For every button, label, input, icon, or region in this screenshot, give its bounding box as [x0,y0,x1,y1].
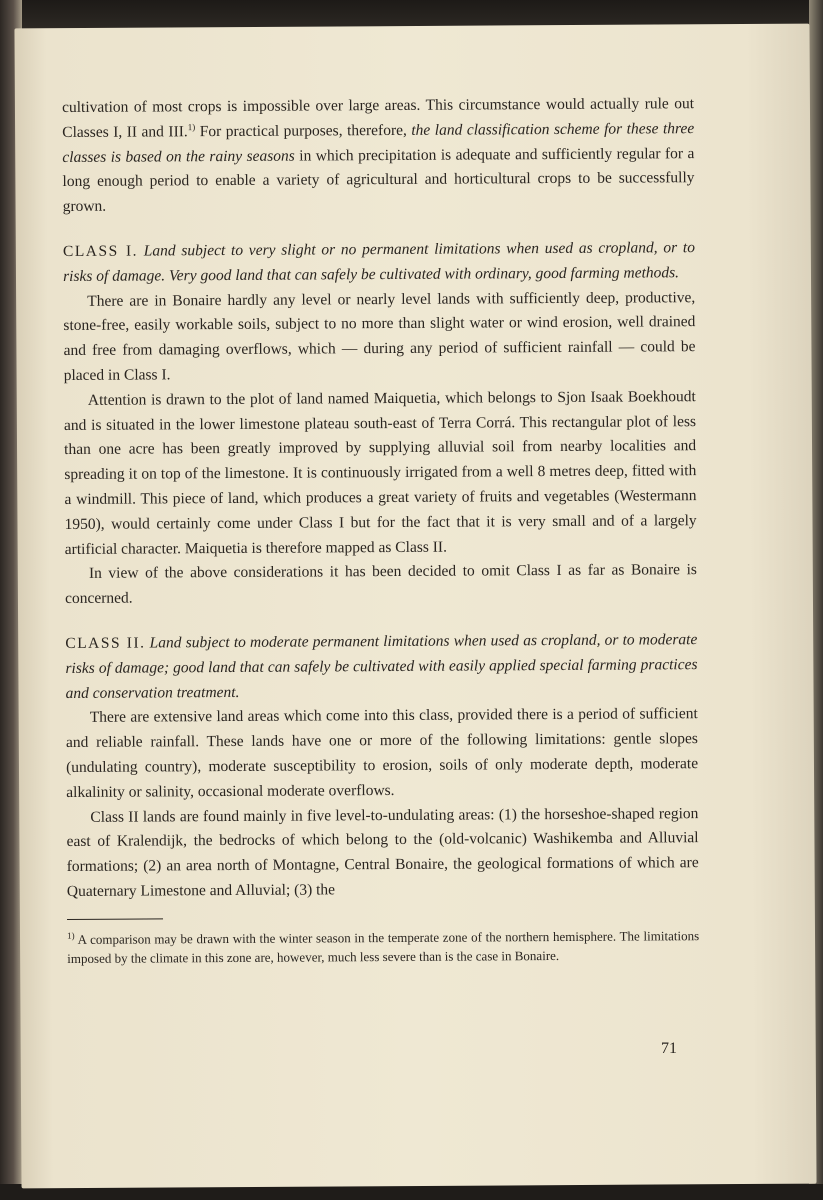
footnote [67,926,699,969]
emphasis-text: the land classification scheme for these three classes is based on the rainy seasons [62,119,695,166]
paragraph-class-2-body: There are extensive land areas which come into this class, provided there is a period of sufficient and reliable rainfall. These lands have one or more of the following limitations: gentle slopes (undulating country), moderate susceptibility to erosion, soils of only moderate depth, moderate alkalinity or salinity, occasional moderate overflows. [65,705,699,801]
footnote-marker: 1) [67,930,75,941]
page-number: 71 [661,1040,677,1057]
paragraph-maiquetia: Attention is drawn to the plot of land named Maiquetia, which belongs to Sjon Isaak Boekhoudt and is situated in the lower limestone plateau south-east of Terra Corrá. This rectangular plot of less than one acre has been greatly improved by supplying alluvial soil from nearby localities and spreading it on top of the limestone. It is continuously irrigated from a well 8 metres deep, fitted with a windmill. This piece of land, which produces a great variety of fruits and vegetables (Westermann 1950), would certainly come under Class I but for the fact that it is very small and of a largely artificial character. Maiquetia is therefore mapped as Class II. [63,387,697,558]
paragraph-class-1-body: There are in Bonaire hardly any level or nearly level lands with sufficiently deep, productive, stone-free, easily workable soils, subject to no more than slight water or wind erosion, well drained and free from damaging overflows, which — during any period of sufficient rainfall — could be placed in Class I. [63,288,696,384]
paragraph-intro [62,92,695,220]
paragraph-omit-class-1: In view of the above considerations it has been decided to omit Class I as far as Bonaire is concerned. [65,561,697,608]
class-2-heading: CLASS II. [65,634,146,652]
footnote-text: A comparison may be drawn with the winter season in the temperate zone of the northern hemisphere. The limitations imposed by the climate in this zone are, however, much less severe than is the case in Bonaire. [67,927,700,967]
text-run: cultivation of most crops is impossible over large areas. This circumstance would actually rule out Classes I, II and III. [62,95,695,141]
class-2-definition [65,628,697,706]
class-2-description: Land subject to moderate permanent limitations when used as cropland, or to moderate risks of damage; good land that can safely be cultivated with easily applied special farming practices and conservation treatment. [65,631,698,702]
page-body [62,92,699,969]
class-1-definition [63,236,695,289]
class-1-description: Land subject to very slight or no permanent limitations when used as cropland, or to risks of damage. Very good land that can safely be cultivated with ordinary, good farming methods. [63,239,696,285]
footnote-reference[interactable]: 1) [187,121,196,132]
footnote-divider [67,918,163,920]
text-run: For practical purposes, therefore, [195,121,412,140]
paragraph-class-2-areas: Class II lands are found mainly in five level-to-undulating areas: (1) the horseshoe-shaped region east of Kralendijk, the bedrocks of which belong to the (old-volcanic) Washikemba and Alluvial formations; (2) an area north of Montagne, Central Bonaire, the geological formations of which are Quaternary Limestone and Alluvial; (3) the [66,804,699,900]
text-run: in which precipitation is adequate and sufficiently regular for a long enough period to enable a variety of agricultural and horticultural crops to be successfully grown. [62,144,695,216]
class-1-heading: CLASS I. [62,242,139,260]
